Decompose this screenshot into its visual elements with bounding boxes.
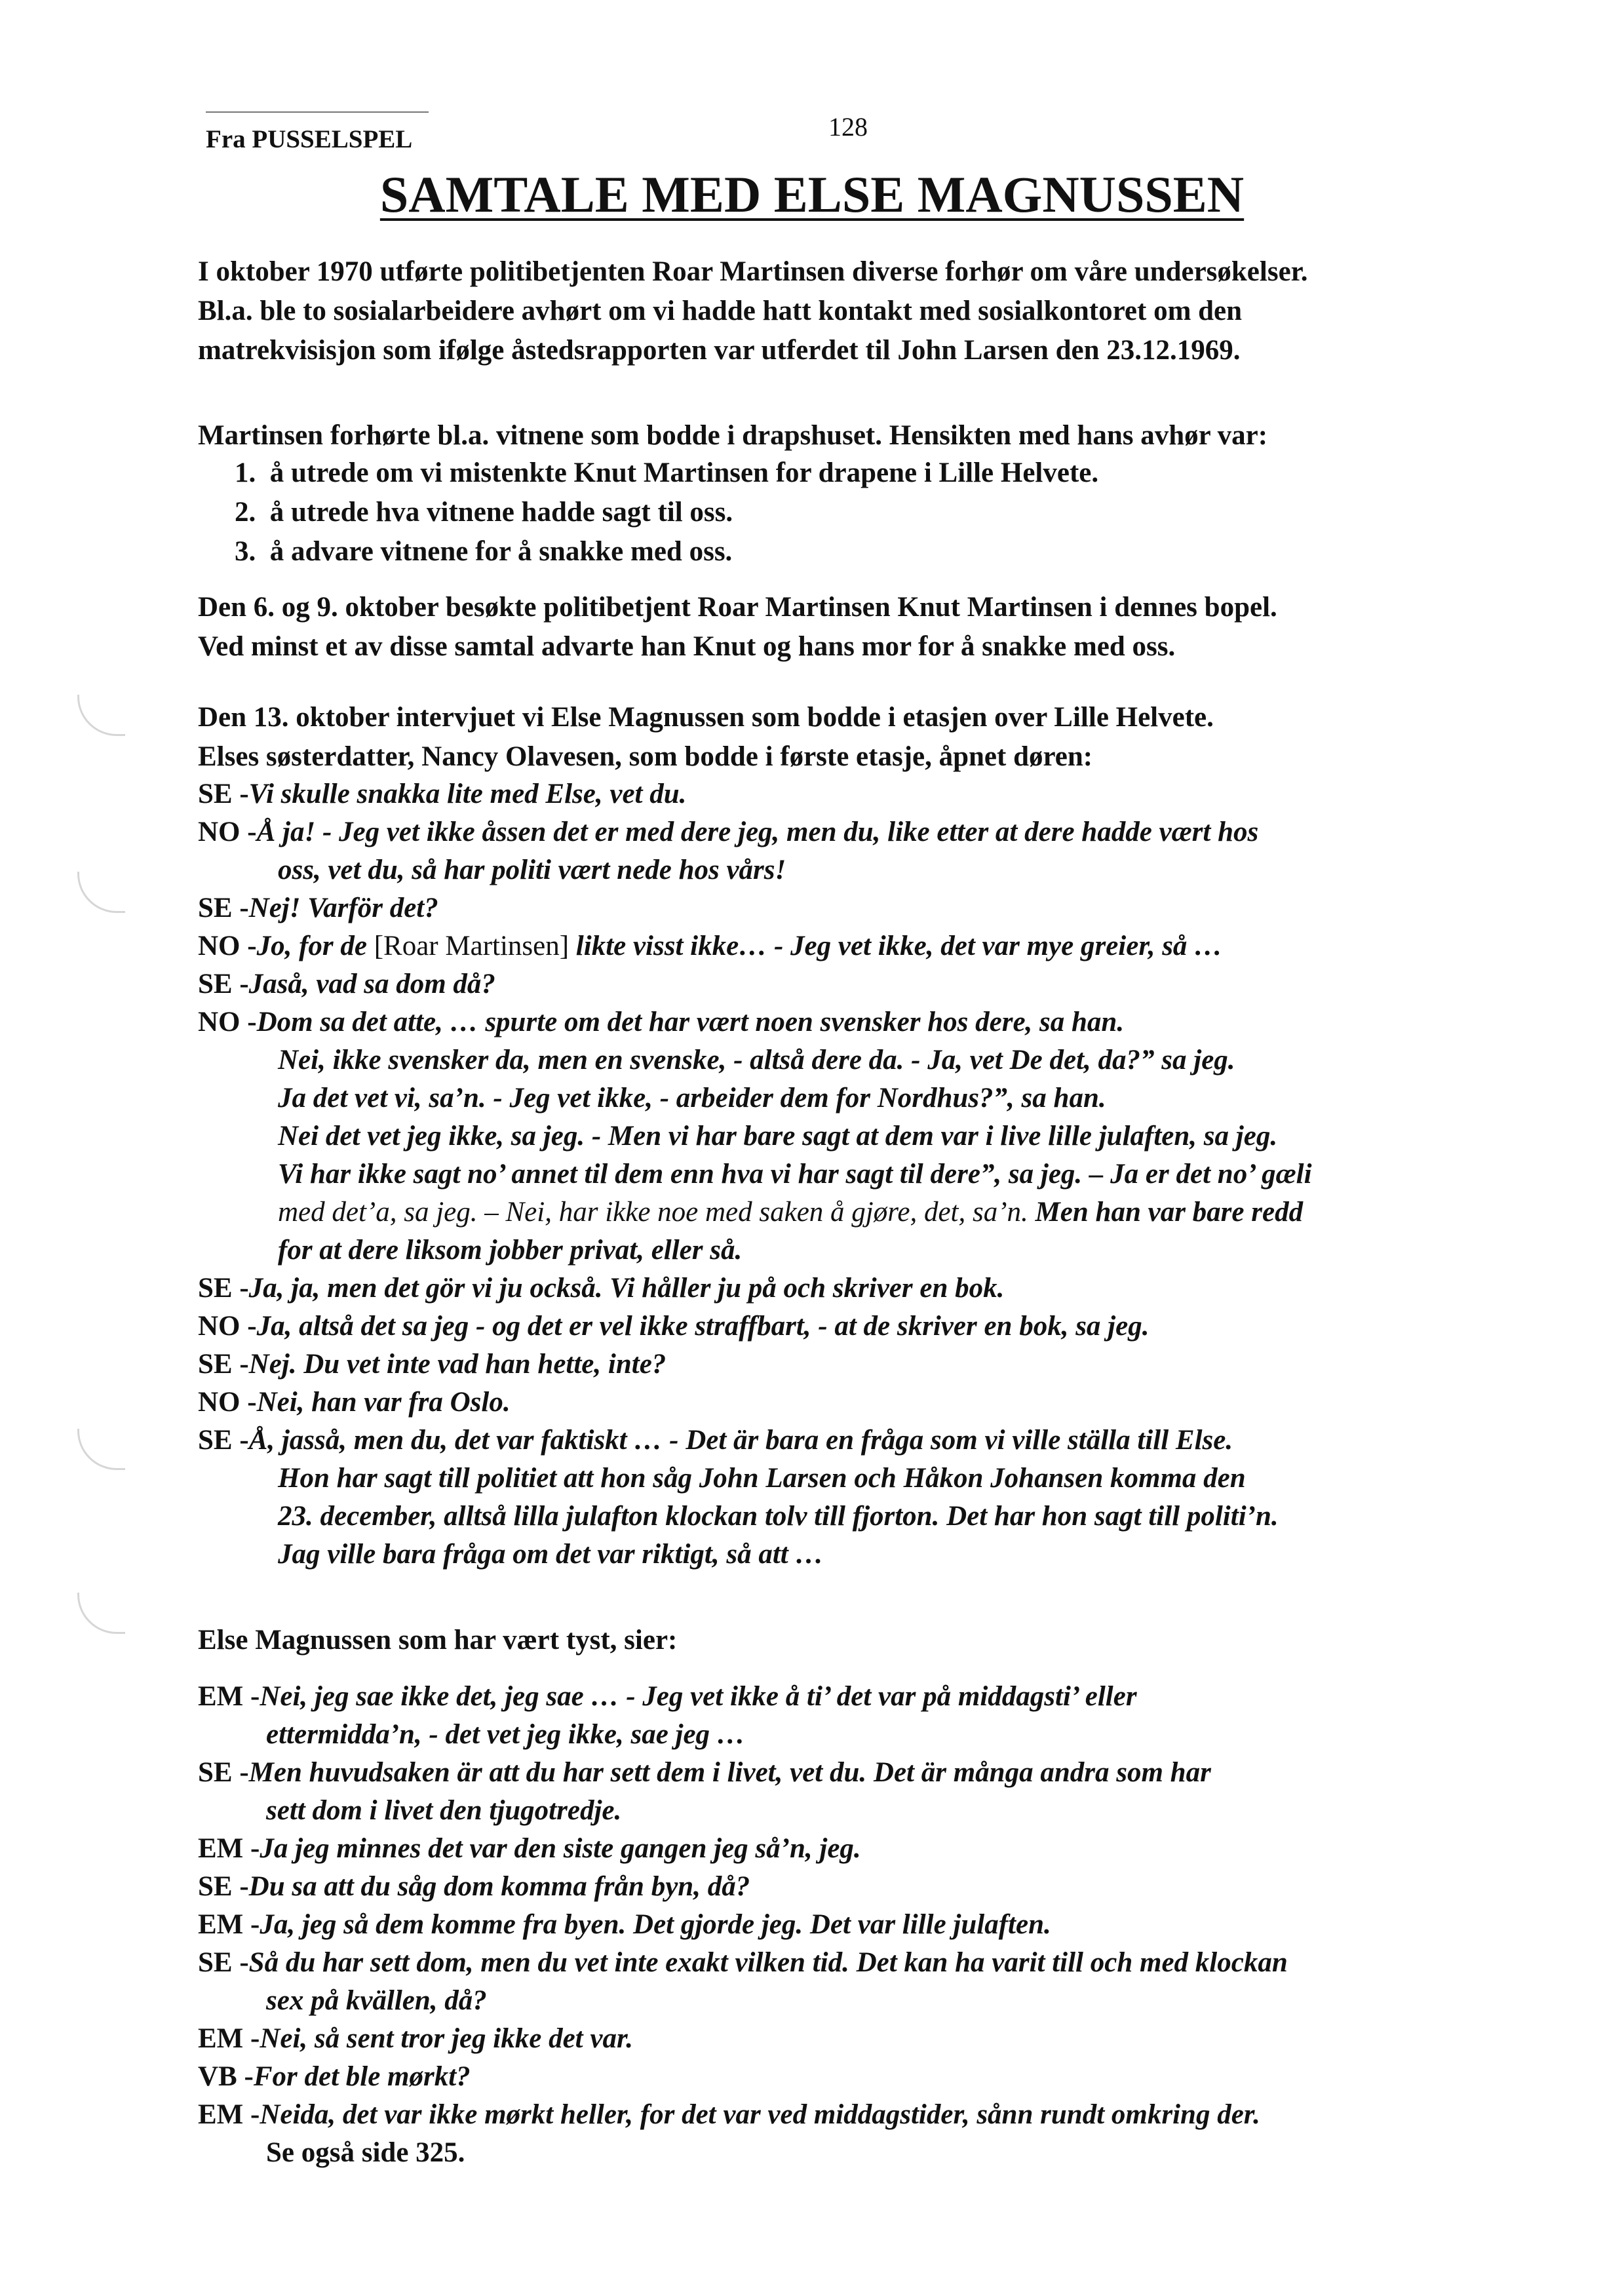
speech-text: Nei, jeg sae ikke det, jeg sae … - Jeg vet ikke å ti’ det var på middagsti’ eller bbox=[260, 1681, 1137, 1712]
speech-text: Ja, jeg så dem komme fra byen. Det gjorde jeg. Det var lille julaften. bbox=[260, 1909, 1051, 1940]
speaker-label: SE - bbox=[198, 1425, 249, 1456]
speech-text: Vi skulle snakka lite med Else, vet du. bbox=[248, 779, 687, 809]
intro-paragraph bbox=[198, 252, 1308, 370]
dialogue-line bbox=[198, 965, 1312, 1003]
speech-text: Så du har sett dom, men du vet inte exakt vilken tid. Det kan ha varit till och med klockan bbox=[248, 1947, 1288, 1978]
speech-text: Men han var bare redd bbox=[1028, 1197, 1304, 1228]
speech-text: Nei det vet jeg ikke, sa jeg. - Men vi har bare sagt at dem var i live lille julaften, sa jeg. bbox=[278, 1121, 1278, 1152]
punch-hole-mark bbox=[77, 695, 125, 736]
dialogue-line bbox=[198, 1944, 1288, 1982]
speech-text: Jaså, vad sa dom då? bbox=[248, 969, 495, 999]
speaker-label: SE - bbox=[198, 969, 249, 999]
interview-intro-line: Elses søsterdatter, Nancy Olavesen, som bodde i første etasje, åpnet døren: bbox=[198, 741, 1093, 772]
dialogue-line bbox=[198, 775, 1312, 813]
speech-text: for at dere liksom jobber privat, eller så. bbox=[278, 1235, 743, 1266]
speaker-label: NO - bbox=[198, 1311, 257, 1342]
list-number: 1. bbox=[235, 457, 256, 488]
dialogue-line bbox=[198, 1231, 1312, 1269]
intro-line: Bl.a. ble to sosialarbeidere avhørt om vi hadde hatt kontakt med sosialkontoret om den bbox=[198, 296, 1243, 326]
list-text: å utrede hva vitnene hadde sagt til oss. bbox=[269, 497, 733, 528]
dialogue-line bbox=[198, 1384, 1312, 1422]
speaker-label: EM - bbox=[198, 2099, 260, 2130]
intro-line: matrekvisisjon som ifølge åstedsrapporten var utferdet til John Larsen den 23.12.1969. bbox=[198, 335, 1241, 366]
speech-text: oss, vet du, så har politi vært nede hos vårs! bbox=[278, 855, 786, 885]
speech-text: sett dom i livet den tjugotredje. bbox=[266, 1795, 622, 1826]
list-number: 2. bbox=[235, 497, 256, 528]
dialogue-line bbox=[198, 851, 1312, 889]
dialogue-line bbox=[198, 1678, 1288, 1716]
list-text: å utrede om vi mistenkte Knut Martinsen for drapene i Lille Helvete. bbox=[269, 457, 1099, 488]
dialogue-line bbox=[198, 927, 1312, 965]
speech-text: Jag ville bara fråga om det var riktigt, så att … bbox=[278, 1539, 824, 1570]
speech-text: Du sa att du såg dom komma från byn, då? bbox=[248, 1871, 750, 1902]
editorial-insert: [Roar Martinsen] bbox=[366, 931, 576, 961]
speech-text: Ja det vet vi, sa’n. - Jeg vet ikke, - arbeider dem for Nordhus?”, sa han. bbox=[278, 1083, 1106, 1114]
speaker-label: NO - bbox=[198, 931, 257, 961]
speech-text: Hon har sagt till politiet att hon såg John Larsen och Håkon Johansen komma den bbox=[278, 1463, 1246, 1494]
visit-line: Ved minst et av disse samtal advarte han Knut og hans mor for å snakke med oss. bbox=[198, 631, 1176, 662]
dialogue-line bbox=[198, 1716, 1288, 1754]
dialogue-first bbox=[198, 775, 1312, 1574]
speech-text: Nej. Du vet inte vad han hette, inte? bbox=[248, 1349, 667, 1380]
em-intro: Else Magnussen som har vært tyst, sier: bbox=[198, 1625, 678, 1656]
dialogue-line bbox=[198, 889, 1312, 927]
speaker-label: VB - bbox=[198, 2061, 254, 2092]
cross-reference: Se også side 325. bbox=[266, 2137, 465, 2168]
page-number: 128 bbox=[828, 112, 868, 142]
speech-text: Neida, det var ikke mørkt heller, for det var ved middagstider, sånn rundt omkring der. bbox=[260, 2099, 1260, 2130]
speech-text: med det’a, sa jeg. – Nei, har ikke noe med saken å gjøre, det, sa’n. bbox=[278, 1197, 1028, 1228]
speech-text: Ja, ja, men det gör vi ju också. Vi håller ju på och skriver en bok. bbox=[248, 1273, 1005, 1304]
speech-text: Nej! Varför det? bbox=[248, 893, 438, 923]
list-text: å advare vitnene for å snakke med oss. bbox=[269, 536, 733, 567]
dialogue-line bbox=[198, 2020, 1288, 2058]
dialogue-line bbox=[198, 1422, 1312, 1460]
speaker-label: SE - bbox=[198, 1349, 249, 1380]
speaker-label: SE - bbox=[198, 1947, 249, 1978]
speaker-label: SE - bbox=[198, 893, 249, 923]
speech-text: Nei, så sent tror jeg ikke det var. bbox=[260, 2023, 634, 2054]
dialogue-line bbox=[198, 1041, 1312, 1079]
speaker-label: SE - bbox=[198, 779, 249, 809]
dialogue-line bbox=[198, 1346, 1312, 1384]
speech-text: Ja jeg minnes det var den siste gangen jeg så’n, jeg. bbox=[260, 1833, 861, 1864]
dialogue-line bbox=[198, 813, 1312, 851]
dialogue-line bbox=[198, 1982, 1288, 2020]
speech-text: Å, jasså, men du, det var faktiskt … - Det är bara en fråga som vi ville ställa till Else. bbox=[248, 1425, 1233, 1456]
intro-line: I oktober 1970 utførte politibetjenten Roar Martinsen diverse forhør om våre undersøkelser. bbox=[198, 256, 1308, 287]
speaker-label: NO - bbox=[198, 817, 257, 847]
source-label: Fra PUSSELSPEL bbox=[206, 125, 413, 153]
speech-text: Dom sa det atte, … spurte om det har vært noen svensker hos dere, sa han. bbox=[256, 1007, 1125, 1037]
speech-text: Jo, for de bbox=[256, 931, 367, 961]
dialogue-line bbox=[198, 1906, 1288, 1944]
dialogue-line bbox=[198, 1308, 1312, 1346]
speaker-label: SE - bbox=[198, 1273, 249, 1304]
speech-text: Vi har ikke sagt no’ annet til dem enn hva vi har sagt til dere”, sa jeg. – Ja er det no’ gæli bbox=[278, 1159, 1312, 1190]
dialogue-line bbox=[198, 2134, 1288, 2172]
purpose-list bbox=[235, 454, 1098, 572]
speech-text: sex på kvällen, då? bbox=[266, 1985, 487, 2016]
speaker-label: EM - bbox=[198, 1909, 260, 1940]
dialogue-line bbox=[198, 1498, 1312, 1536]
speech-text: Å ja! - Jeg vet ikke åssen det er med dere jeg, men du, like etter at dere hadde vært hos bbox=[256, 817, 1259, 847]
list-item bbox=[235, 532, 1098, 572]
dialogue-line bbox=[198, 1079, 1312, 1117]
speech-text: Nei, han var fra Oslo. bbox=[256, 1387, 511, 1418]
speech-text: Men huvudsaken är att du har sett dem i livet, vet du. Det är många andra som har bbox=[248, 1757, 1211, 1788]
dialogue-line bbox=[198, 1460, 1312, 1498]
punch-hole-mark bbox=[77, 872, 125, 913]
visit-paragraph bbox=[198, 588, 1277, 667]
interview-intro-line: Den 13. oktober intervjuet vi Else Magnussen som bodde i etasjen over Lille Helvete. bbox=[198, 702, 1214, 733]
dialogue-line bbox=[198, 1155, 1312, 1193]
speech-text: Nei, ikke svensker da, men en svenske, - altså dere da. - Ja, vet De det, da?” sa jeg. bbox=[278, 1045, 1235, 1075]
speaker-label: EM - bbox=[198, 1681, 260, 1712]
speech-text: Ja, altså det sa jeg - og det er vel ikke straffbart, - at de skriver en bok, sa jeg. bbox=[256, 1311, 1150, 1342]
speech-text: For det ble mørkt? bbox=[253, 2061, 471, 2092]
dialogue-line bbox=[198, 1868, 1288, 1906]
punch-hole-mark bbox=[77, 1593, 125, 1634]
dialogue-line bbox=[198, 1536, 1312, 1574]
speaker-label: SE - bbox=[198, 1871, 249, 1902]
dialogue-line bbox=[198, 2096, 1288, 2134]
interview-intro bbox=[198, 698, 1214, 777]
dialogue-line bbox=[198, 1193, 1312, 1231]
speaker-label: EM - bbox=[198, 2023, 260, 2054]
dialogue-line bbox=[198, 1269, 1312, 1308]
speech-text: 23. december, alltså lilla julafton klockan tolv till fjorton. Det har hon sagt till politi’n. bbox=[278, 1501, 1279, 1532]
purpose-lead: Martinsen forhørte bl.a. vitnene som bodde i drapshuset. Hensikten med hans avhør var: bbox=[198, 420, 1268, 451]
dialogue-second bbox=[198, 1678, 1288, 2172]
speaker-label: EM - bbox=[198, 1833, 260, 1864]
source-rule bbox=[206, 111, 429, 113]
visit-line: Den 6. og 9. oktober besøkte politibetjent Roar Martinsen Knut Martinsen i dennes bopel. bbox=[198, 592, 1277, 623]
dialogue-line bbox=[198, 1792, 1288, 1830]
dialogue-line bbox=[198, 1003, 1312, 1041]
page-title: SAMTALE MED ELSE MAGNUSSEN bbox=[379, 166, 1245, 223]
speaker-label: SE - bbox=[198, 1757, 249, 1788]
dialogue-line bbox=[198, 1117, 1312, 1155]
dialogue-line bbox=[198, 2058, 1288, 2096]
speech-text: likte visst ikke… - Jeg vet ikke, det var mye greier, så … bbox=[575, 931, 1223, 961]
dialogue-line bbox=[198, 1830, 1288, 1868]
speaker-label: NO - bbox=[198, 1007, 257, 1037]
list-item bbox=[235, 493, 1098, 532]
punch-hole-mark bbox=[77, 1429, 125, 1470]
speech-text: ettermidda’n, - det vet jeg ikke, sae jeg … bbox=[266, 1719, 745, 1750]
speaker-label: NO - bbox=[198, 1387, 257, 1418]
list-number: 3. bbox=[235, 536, 256, 567]
dialogue-line bbox=[198, 1754, 1288, 1792]
list-item bbox=[235, 454, 1098, 493]
